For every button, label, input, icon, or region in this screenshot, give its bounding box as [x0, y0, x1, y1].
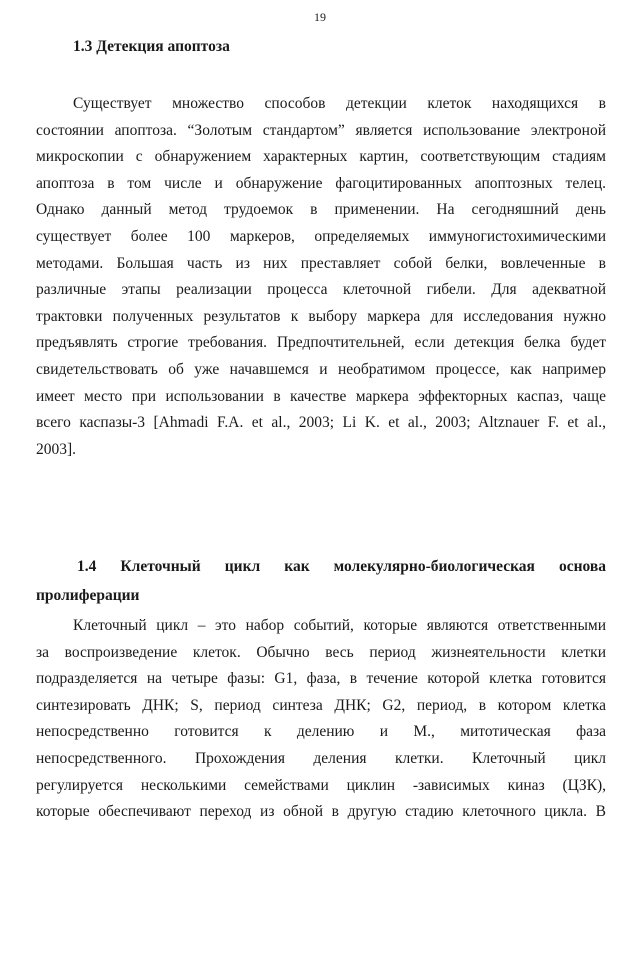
text-line: свидетельствовать об уже начавшемся и необратимом процессе, как например [36, 360, 606, 378]
paragraph-cell-cycle [36, 613, 606, 826]
section-heading-1-4-line1: 1.4 Клеточный цикл как молекулярно-биологическая основа [77, 558, 606, 575]
text-line: которые обеспечивают переход из обной в другую стадию клеточного цикла. В [36, 803, 606, 821]
text-line: имеет место при использовании в качестве маркера эффекторных каспаз, чаще [36, 387, 606, 405]
text-line: 2003]. [36, 440, 77, 458]
text-line: микроскопии с обнаружением характерных картин, соответствующим стадиям [36, 148, 606, 166]
text-line: Клеточный цикл – это набор событий, которые являются ответственными [73, 617, 606, 634]
section-heading-1-3: 1.3 Детекция апоптоза [73, 38, 230, 55]
text-line: непосредственного. Прохождения деления клетки. Клеточный цикл [36, 749, 606, 767]
section-heading-1-4-line2: пролиферации [36, 587, 140, 604]
text-line: регулируется несколькими семействами циклин -зависимых киназ (ЦЗК), [36, 776, 606, 794]
text-line: методами. Большая часть из них преставляет собой белки, вовлеченные в [36, 254, 606, 272]
text-line: всего каспазы-3 [Ahmadi F.A. et al., 2003; Li K. et al., 2003; Altznauer F. et al., [36, 414, 606, 432]
text-line: состоянии апоптоза. “Золотым стандартом” является использование электроной [36, 121, 606, 139]
text-line: Однако данный метод трудоемок в применении. На сегодняшний день [36, 201, 606, 219]
text-line: непосредственно готовится к делению и М., митотическая фаза [36, 723, 606, 741]
page-number: 19 [314, 10, 326, 24]
text-line: синтезировать ДНК; S, период синтеза ДНК; G2, период, в котором клетка [36, 696, 606, 714]
text-line: за воспроизведение клеток. Обычно весь период жизнеятельности клетки [36, 643, 606, 661]
text-line: Существует множество способов детекции клеток находящихся в [73, 95, 606, 112]
text-line: различные этапы реализации процесса клеточной гибели. Для адекватной [36, 281, 606, 299]
text-line: апоптоза в том числе и обнаружение фагоцитированных апоптозных телец. [36, 174, 606, 192]
text-line: предъявлять строгие требования. Предпочтительней, если детекция белка будет [36, 334, 606, 352]
section-heading-1-4 [36, 552, 606, 610]
text-line: трактовки полученных результатов к выбору маркера для исследования нужно [36, 307, 606, 325]
text-line: существует более 100 маркеров, определяемых иммуногистохимическими [36, 227, 606, 245]
paragraph-apoptosis-detection [36, 91, 606, 463]
text-line: подразделяется на четыре фазы: G1, фаза, в течение которой клетка готовится [36, 670, 606, 688]
